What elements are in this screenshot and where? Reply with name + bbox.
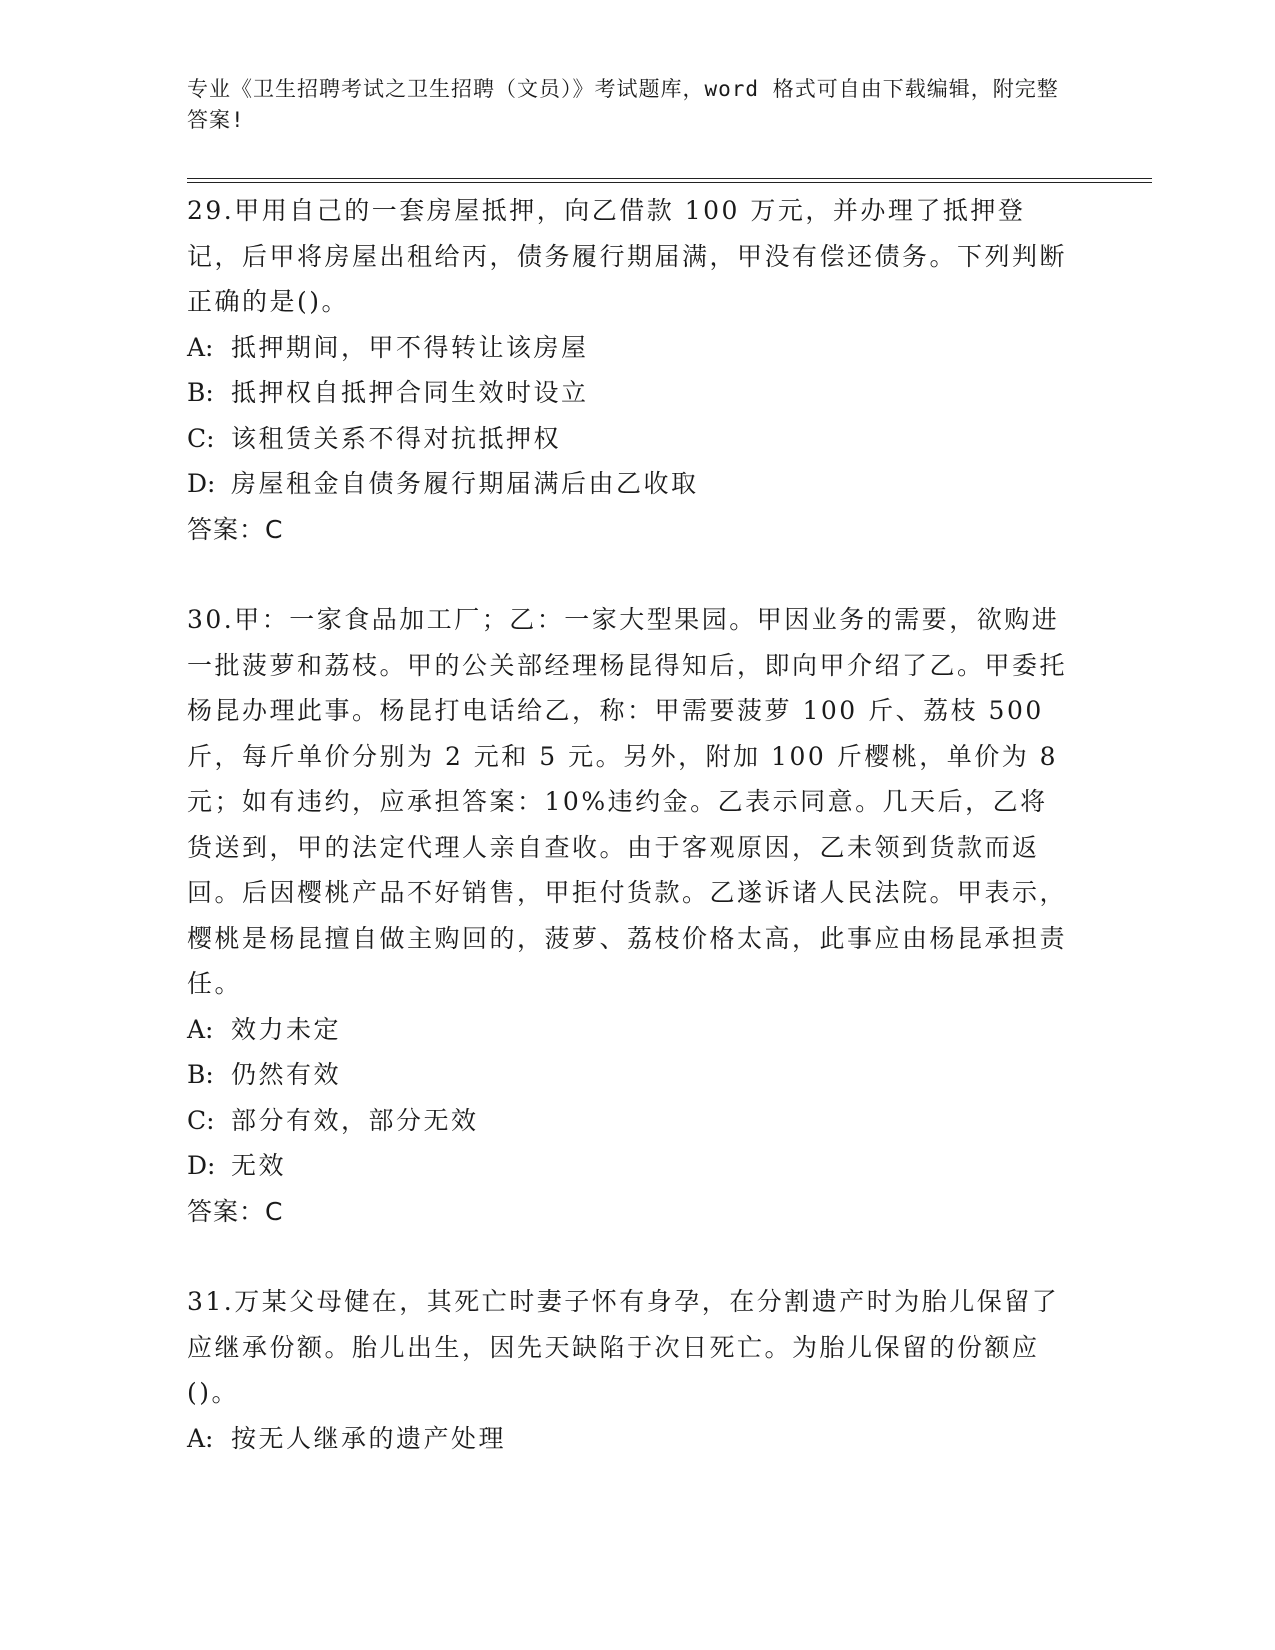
option-label: D: — [187, 469, 216, 498]
option-label: A: — [187, 1423, 214, 1453]
option-text: 该租赁关系不得对抗抵押权 — [231, 423, 562, 453]
option-text: 抵押期间，甲不得转让该房屋 — [231, 332, 589, 362]
answer-line: 答案：C — [187, 514, 284, 544]
option-b — [187, 370, 1067, 416]
option-label: A: — [187, 332, 214, 362]
option-list — [187, 1007, 1067, 1189]
option-text: 无效 — [231, 1151, 287, 1180]
option-a — [187, 1416, 1067, 1462]
question-30 — [187, 597, 1067, 1234]
answer-line: 答案：C — [187, 1196, 284, 1226]
option-label: B: — [187, 1060, 214, 1089]
header-double-rule — [187, 178, 1152, 183]
question-stem: 29.甲用自己的一套房屋抵押，向乙借款 100 万元，并办理了抵押登记，后甲将房屋出租给丙，债务履行期届满，甲没有偿还债务。下列判断正确的是()。 — [187, 196, 1068, 316]
question-29 — [187, 188, 1067, 552]
option-d — [187, 461, 1067, 507]
option-label: C: — [187, 1105, 215, 1135]
option-b — [187, 1052, 1067, 1098]
option-text: 房屋租金自债务履行期届满后由乙收取 — [231, 469, 699, 498]
question-stem: 30.甲：一家食品加工厂；乙：一家大型果园。甲因业务的需要，欲购进一批菠萝和荔枝。甲的公关部经理杨昆得知后，即向甲介绍了乙。甲委托杨昆办理此事。杨昆打电话给乙，称：甲需要菠萝 100 斤、荔枝 500 斤，每斤单价分别为 2 元和 5 元。另外，附加 100 斤樱桃，单价为 8 元；如有违约，应承担答案：10%违约金。乙表示同意。几天后，乙将货送到，甲的法定代理人亲自查收。由于客观原因，乙未领到货款而返回。后因樱桃产品不好销售，甲拒付货款。乙遂诉诸人民法院。甲表示，樱桃是杨昆擅自做主购回的，菠萝、荔枝价格太高，此事应由杨昆承担责任。 — [187, 605, 1068, 998]
option-text: 抵押权自抵押合同生效时设立 — [231, 378, 589, 407]
option-list — [187, 325, 1067, 507]
option-label: C: — [187, 423, 215, 453]
option-text: 按无人继承的遗产处理 — [231, 1423, 507, 1453]
option-a — [187, 1007, 1067, 1053]
option-text: 效力未定 — [231, 1014, 342, 1044]
option-c — [187, 1098, 1067, 1144]
option-label: A: — [187, 1014, 214, 1044]
option-label: B: — [187, 378, 214, 407]
question-stem: 31.万某父母健在，其死亡时妻子怀有身孕，在分割遗产时为胎儿保留了应继承份额。胎儿出生，因先天缺陷于次日死亡。为胎儿保留的份额应()。 — [187, 1287, 1060, 1407]
option-text: 仍然有效 — [231, 1060, 342, 1089]
option-label: D: — [187, 1151, 216, 1180]
page-header: 专业《卫生招聘考试之卫生招聘（文员）》考试题库，word 格式可自由下载编辑，附完整答案! — [187, 77, 1059, 132]
option-text: 部分有效，部分无效 — [231, 1105, 479, 1135]
question-31 — [187, 1279, 1067, 1461]
option-a — [187, 325, 1067, 371]
question-list — [187, 188, 1067, 1506]
option-d — [187, 1143, 1067, 1189]
option-c — [187, 416, 1067, 462]
option-list — [187, 1416, 1067, 1462]
